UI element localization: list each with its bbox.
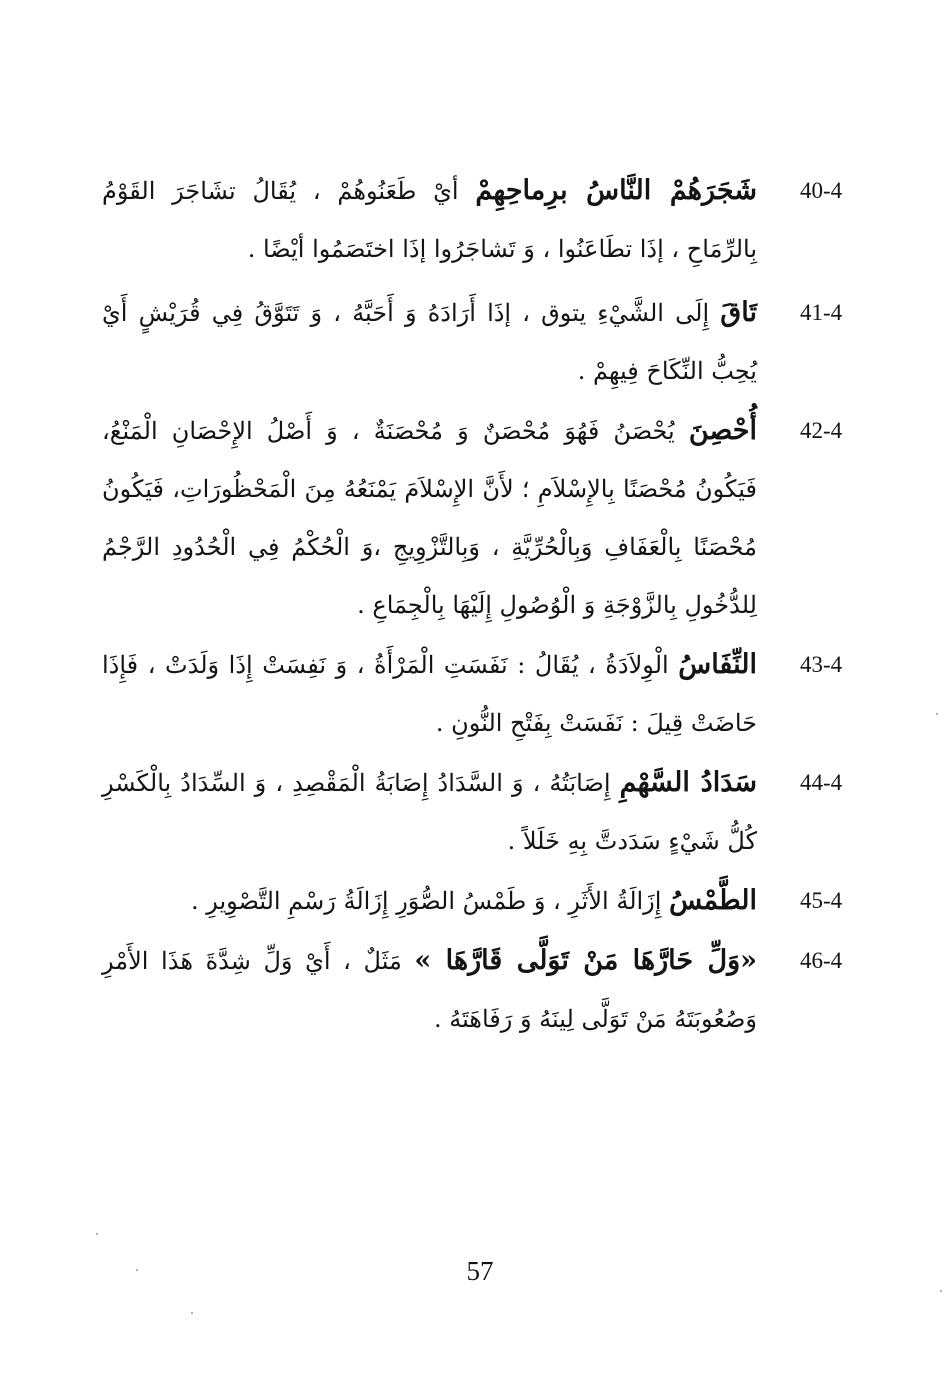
entry-text [102,754,757,870]
scan-speck [96,1233,98,1235]
entry-number: 44-4 [800,770,843,795]
page-number: 57 [466,1256,494,1286]
entry-headword: النِّفَاسُ [678,649,757,680]
scan-speck [136,1269,138,1271]
entry-number: 43-4 [800,652,843,677]
entry-headword: سَدَادُ السَّهْمِ [619,767,757,798]
entry-text [102,932,757,1048]
entry-body: إِزَالَةُ الأَثَرِ ، وَ طَمْسُ الصُّوَرِ إِزَالَةُ رَسْمِ التَّصْوِيرِ . [190,887,662,915]
entry-number: 41-4 [800,300,843,325]
entry-headword: «وَلِّ حَارَّهَا مَنْ تَوَلَّى قَارَّهَا » [414,945,757,976]
entry-body: الْوِلاَدَةُ ، يُقَالُ : نَفَسَتِ الْمَرْأَةُ ، وَ نَفِسَتْ إِذَا وَلَدَتْ ، فَإِذَا حَاضَتْ قِيلَ : نَفَسَتْ بِفَتْحِ النُّونِ . [102,651,757,737]
scan-speck [940,1290,942,1292]
entry-text [102,636,757,752]
entry-text [102,872,757,930]
entry-number: 46-4 [800,948,843,973]
scan-speck [936,713,938,715]
entry-headword: تَاقَ [720,297,757,328]
entry-body: يُحْصَنُ فَهُوَ مُحْصَنٌ وَ مُحْصَنَةٌ ، وَ أَصْلُ الإِحْصَانِ الْمَنْعُ، فَيَكُونُ مُحْصَنًا بِالإِسْلاَمِ ؛ لأَنَّ الإِسْلاَمَ يَمْنَعُهُ مِنَ الْمَحْظُورَاتِ، فَيَكُونُ مُحْصَنًا بِالْعَفَافِ وَبِالْحُرِّيَّةِ ، وَبِالتَّزْوِيجِ ،وَ الْحُكْمُ فِي الْحُدُودِ الرَّجْمُ لِلدُّخُولِ بِالزَّوْجَةِ وَ الْوُصُولِ إِلَيْهَا بِالْجِمَاعِ . [102,417,758,619]
entry-headword: شَجَرَهُمْ النَّاسُ برِماحِهِمْ [475,175,757,206]
entry-body: أيْ طَعَنُوهُمْ ، يُقَالُ تشَاجَرَ القَوْمُ بِالرِّمَاحِ ، إذَا تطَاعَنُوا ، وَ تَشاجَرُوا إذَا اختَصَمُوا أيْضًا . [102,177,757,263]
entry-body: مَثَلٌ ، أَيْ وَلِّ شِدَّةَ هَذَا الأَمْرِ وَصُعُوبَتَهُ مَنْ تَوَلَّى لِينَهُ وَ رَفَاهَتَهُ . [102,947,757,1033]
entry-text [102,284,757,400]
scan-speck [191,1312,193,1314]
entry-body: إِلَى الشَّيْءِ يتوق ، إذَا أَرَادَهُ وَ أَحَبَّهُ ، وَ تَتَوَّقُ فِي قُرَيْشٍ أَيْ يُحِبُّ النِّكَاحَ فِيهِمْ . [102,299,757,385]
entry-number: 40-4 [800,178,843,203]
entry-number: 45-4 [800,888,843,913]
entry-body: إِصَابَتُهُ ، وَ السَّدَادُ إِصَابَةُ الْمَقْصِدِ ، وَ السِّدَادُ بِالْكَسْرِ كُلُّ شَيْءٍ سَدَدتَّ بِهِ خَلَلاً . [102,769,757,855]
entry-text [102,402,757,634]
entry-text [102,162,757,278]
entry-number: 42-4 [800,418,843,443]
entry-headword: أُحْصِنَ [688,415,757,446]
entry-headword: الطَّمْسُ [669,885,757,916]
